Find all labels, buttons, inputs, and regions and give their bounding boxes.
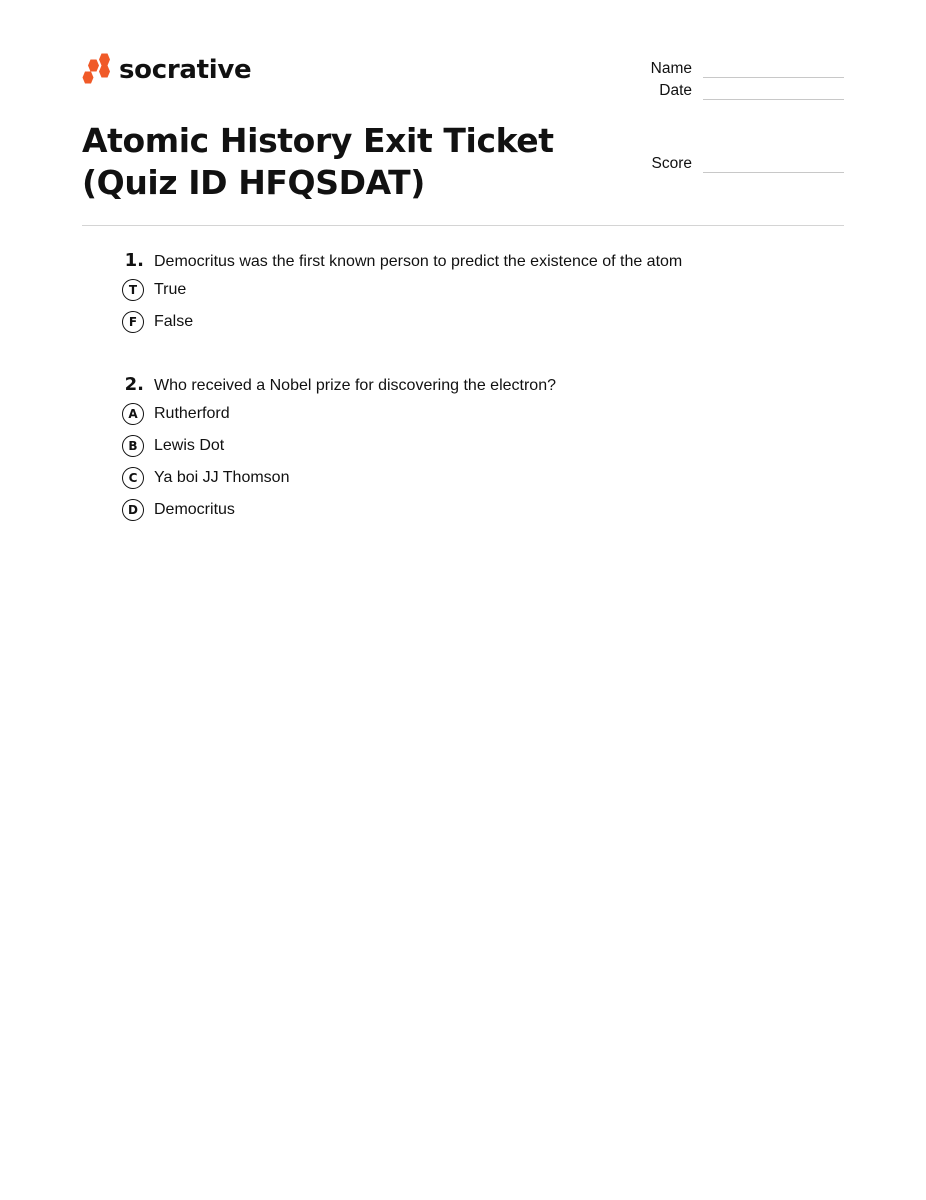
answer-bubble-t[interactable]: T: [122, 279, 144, 301]
answer-bubble-f[interactable]: F: [122, 311, 144, 333]
answer-option[interactable]: [122, 274, 820, 306]
score-label: Score: [651, 155, 692, 172]
header-divider: [82, 225, 844, 226]
answer-bubble-d[interactable]: D: [122, 499, 144, 521]
name-field: [644, 56, 844, 78]
question-number: 2.: [124, 374, 144, 395]
answer-option[interactable]: [122, 398, 820, 430]
option-label: Ya boi JJ Thomson: [154, 469, 290, 486]
answer-option[interactable]: [122, 306, 820, 338]
question-header: [120, 374, 820, 398]
brand-name: socrative: [119, 55, 252, 85]
answer-option[interactable]: [122, 494, 820, 526]
question-2: [120, 374, 820, 526]
answer-bubble-a[interactable]: A: [122, 403, 144, 425]
date-label: Date: [659, 82, 692, 99]
hexagon-cluster-icon: [82, 53, 110, 89]
student-info-fields: [644, 56, 844, 173]
question-header: [120, 250, 820, 274]
name-blank-line[interactable]: [703, 62, 844, 78]
date-field: [644, 78, 844, 100]
answer-bubble-c[interactable]: C: [122, 467, 144, 489]
name-label: Name: [650, 60, 692, 77]
question-number: 1.: [124, 250, 144, 271]
answer-option[interactable]: [122, 430, 820, 462]
answer-bubble-b[interactable]: B: [122, 435, 144, 457]
option-label: Lewis Dot: [154, 437, 225, 454]
question-text: Democritus was the first known person to predict the existence of the atom: [154, 253, 683, 270]
date-blank-line[interactable]: [703, 84, 844, 100]
option-label: False: [154, 313, 194, 330]
page-title: Atomic History Exit Ticket (Quiz ID HFQSDAT): [82, 121, 554, 202]
socrative-logo: [82, 53, 251, 89]
answer-option[interactable]: [122, 462, 820, 494]
option-label: Democritus: [154, 501, 235, 518]
option-label: Rutherford: [154, 405, 230, 422]
question-1: [120, 250, 820, 338]
question-text: Who received a Nobel prize for discovering the electron?: [154, 377, 556, 394]
score-blank-line[interactable]: [703, 157, 844, 173]
option-label: True: [154, 281, 187, 298]
score-field: [644, 151, 844, 173]
